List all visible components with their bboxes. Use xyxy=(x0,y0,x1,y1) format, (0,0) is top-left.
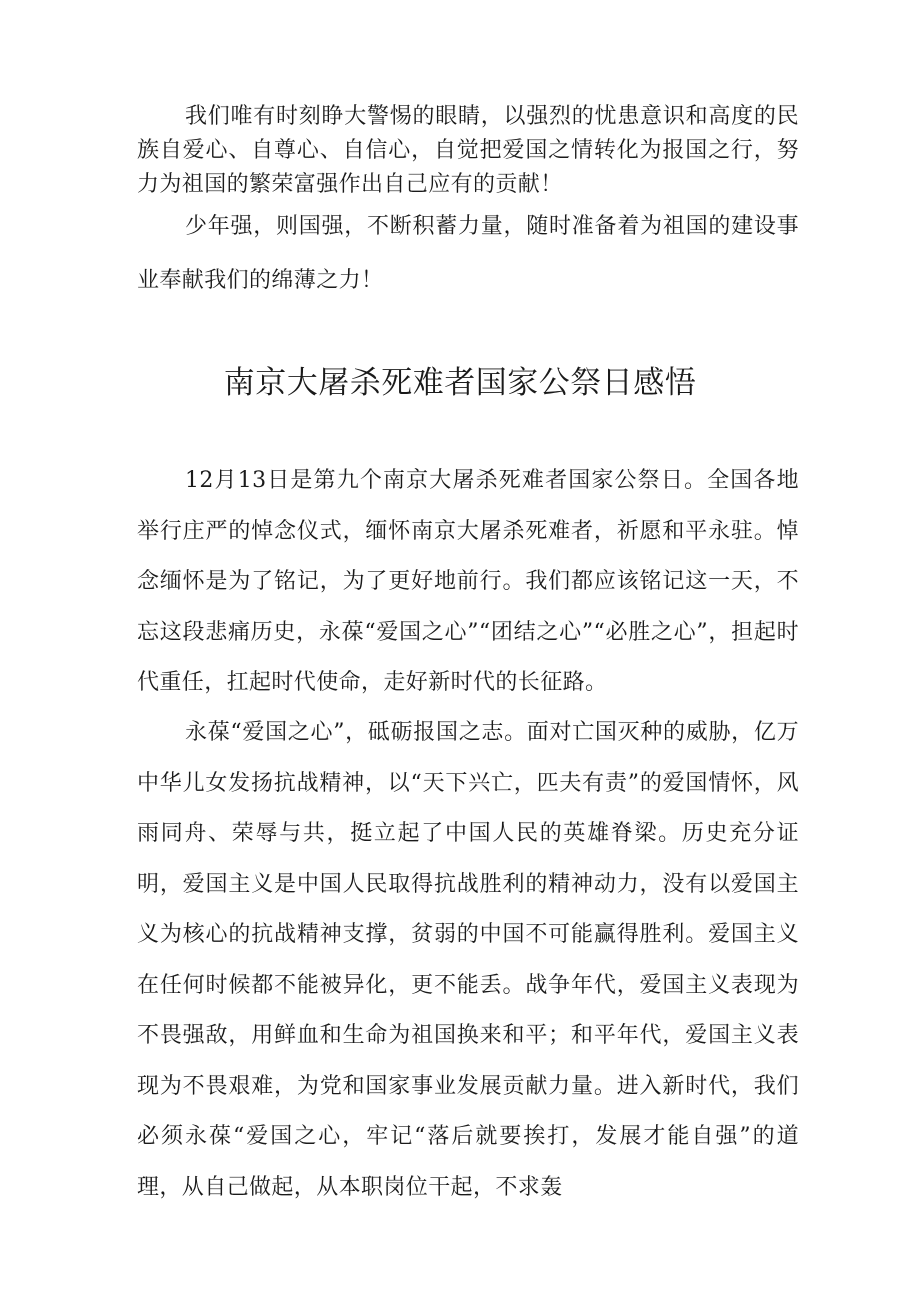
intro-paragraph-2: 少年强，则国强，不断积蓄力量，随时准备着为祖国的建设事业奉献我们的绵薄之力！ xyxy=(137,214,799,293)
body-paragraph-2: 永葆“爱国之心”，砥砺报国之志。面对亡国灭种的威胁，亿万中华儿女发扬抗战精神，以“天下兴亡，匹夫有责”的爱国情怀，风雨同舟、荣辱与共，挺立起了中国人民的英雄脊梁。历史充分证明，爱国主义是中国人民取得抗战胜利的精神动力，没有以爱国主义为核心的抗战精神支撑，贫弱的中国不可能赢得胜利。爱国主义在任何时候都不能被异化，更不能丢。战争年代，爱国主义表现为不畏强敌，用鲜血和生命为祖国换来和平；和平年代，爱国主义表现为不畏艰难，为党和国家事业发展贡献力量。进入新时代，我们必须永葆“爱国之心，牢记“落后就要挨打，发展才能自强”的道理，从自己做起，从本职岗位干起，不求轰 xyxy=(137,720,799,1200)
article-title: 南京大屠杀死难者国家公祭日感悟 xyxy=(223,365,697,401)
body-paragraph-1: 12月13日是第九个南京大屠杀死难者国家公祭日。全国各地举行庄严的悼念仪式，缅怀南京大屠杀死难者，祈愿和平永驻。悼念缅怀是为了铭记，为了更好地前行。我们都应该铭记这一天，不忘这段悲痛历史，永葆“爱国之心”“团结之心”“必胜之心”，担起时代重任，扛起时代使命，走好新时代的长征路。 xyxy=(137,468,799,695)
intro-paragraph-1: 我们唯有时刻睁大警惕的眼睛，以强烈的忧患意识和高度的民族自爱心、自尊心、自信心，自觉把爱国之情转化为报国之行，努力为祖国的繁荣富强作出自己应有的贡献！ xyxy=(137,104,799,197)
